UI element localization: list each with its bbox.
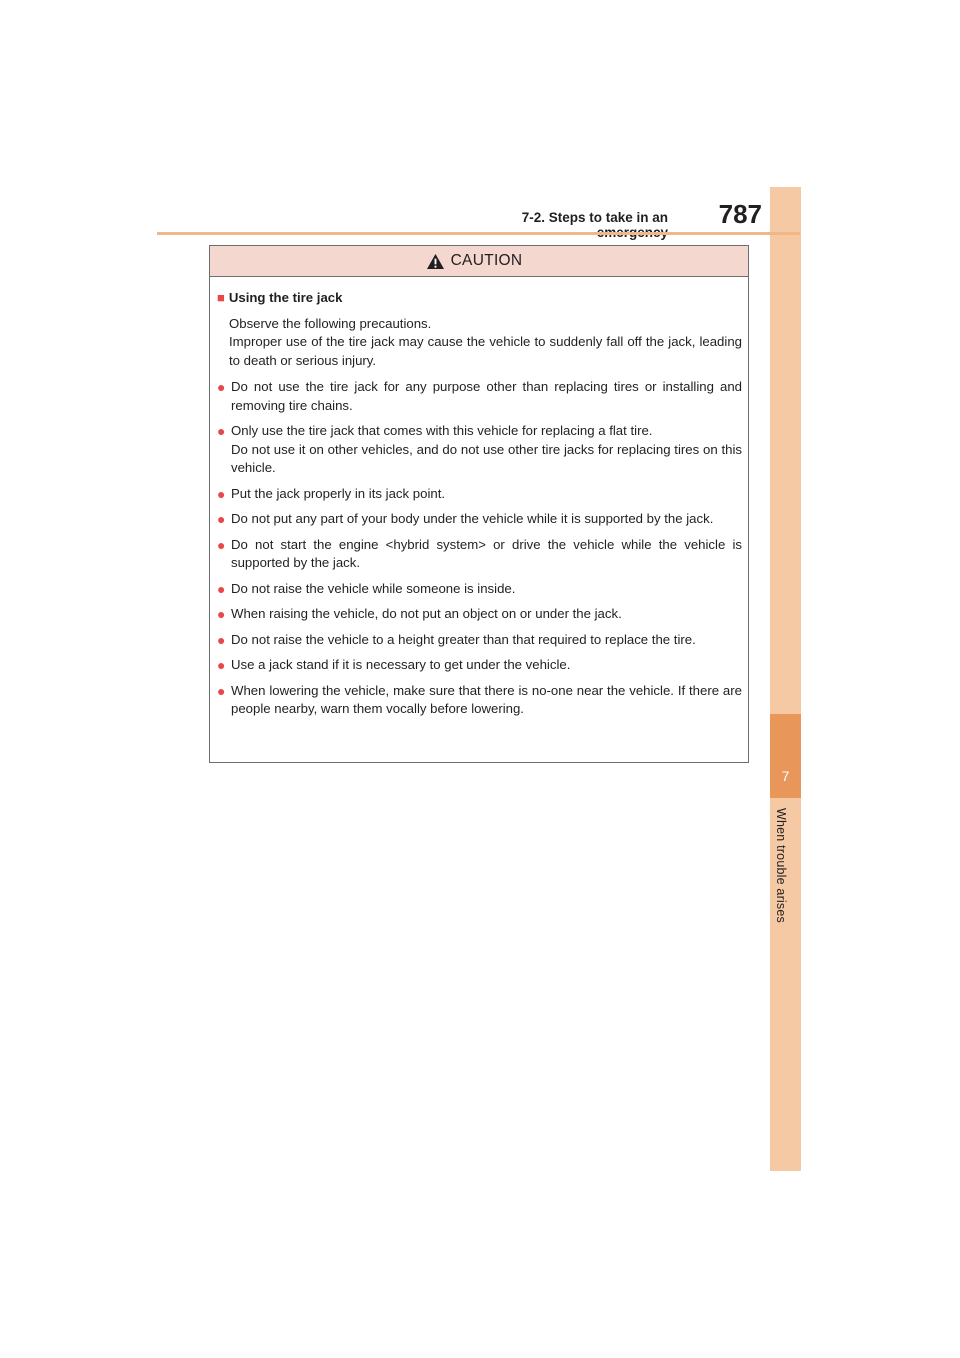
bullet-text: When lowering the vehicle, make sure that there is no-one near the vehicle. If there are people nearby, warn them vocally before lowering.	[231, 682, 742, 716]
caution-header	[210, 246, 748, 277]
bullet-item	[217, 656, 742, 675]
bullet-item	[217, 682, 742, 719]
bullet-item	[217, 422, 742, 478]
caution-body	[210, 277, 748, 719]
warning-triangle-icon	[426, 253, 445, 270]
section-title: 7-2. Steps to take in an	[521, 210, 668, 225]
bullet-item	[217, 378, 742, 415]
bullet-text: Do not raise the vehicle to a height greater than that required to replace the tire.	[231, 631, 696, 647]
intro-line: Improper use of the tire jack may cause the vehicle to suddenly fall off the jack, leading to death or serious injury.	[229, 334, 742, 368]
bullet-text: Do not raise the vehicle while someone is inside.	[231, 580, 516, 596]
circle-bullet-icon: ●	[217, 682, 226, 699]
caution-topic	[217, 289, 742, 308]
circle-bullet-icon: ●	[217, 423, 226, 439]
circle-bullet-icon: ●	[217, 511, 226, 527]
caution-title: CAUTION	[450, 252, 523, 269]
chapter-number-block	[770, 714, 801, 798]
bullet-item	[217, 510, 742, 529]
circle-bullet-icon: ●	[217, 379, 226, 395]
caution-topic-text: Using the tire jack	[228, 290, 343, 305]
bullet-text: Only use the tire jack that comes with this vehicle for replacing a flat tire. Do not use it on other vehicles, and do not use other tire jacks for replacing tires on this vehicle.	[231, 423, 742, 475]
header-rule	[157, 232, 800, 235]
circle-bullet-icon: ●	[217, 631, 226, 648]
bullet-item	[217, 536, 742, 573]
square-bullet-icon: ■	[217, 290, 225, 305]
chapter-number: 7	[781, 768, 790, 784]
circle-bullet-icon: ●	[217, 485, 226, 502]
circle-bullet-icon: ●	[217, 606, 226, 622]
bullet-text: Use a jack stand if it is necessary to get under the vehicle.	[231, 657, 571, 672]
caution-box	[209, 245, 749, 763]
page-number: 787	[718, 199, 762, 229]
chapter-label: When trouble arises	[774, 808, 788, 923]
bullet-text: Do not put any part of your body under the vehicle while it is supported by the jack.	[231, 511, 714, 526]
circle-bullet-icon: ●	[217, 536, 226, 553]
side-chapter-tab	[770, 187, 801, 1171]
circle-bullet-icon: ●	[217, 580, 226, 597]
bullet-text: When raising the vehicle, do not put an object on or under the jack.	[231, 606, 622, 621]
bullet-item	[217, 580, 742, 599]
bullet-list	[217, 378, 742, 719]
bullet-text: Do not start the engine <hybrid system> or drive the vehicle while the vehicle is supported by the jack.	[231, 536, 742, 570]
bullet-text: Do not use the tire jack for any purpose other than replacing tires or installing and removing tire chains.	[231, 379, 742, 413]
bullet-item	[217, 631, 742, 650]
bullet-text: Put the jack properly in its jack point.	[231, 485, 446, 501]
intro-line: Observe the following precautions.	[229, 315, 432, 331]
caution-intro	[217, 315, 742, 371]
bullet-item	[217, 605, 742, 624]
bullet-item	[217, 485, 742, 504]
circle-bullet-icon: ●	[217, 657, 226, 673]
